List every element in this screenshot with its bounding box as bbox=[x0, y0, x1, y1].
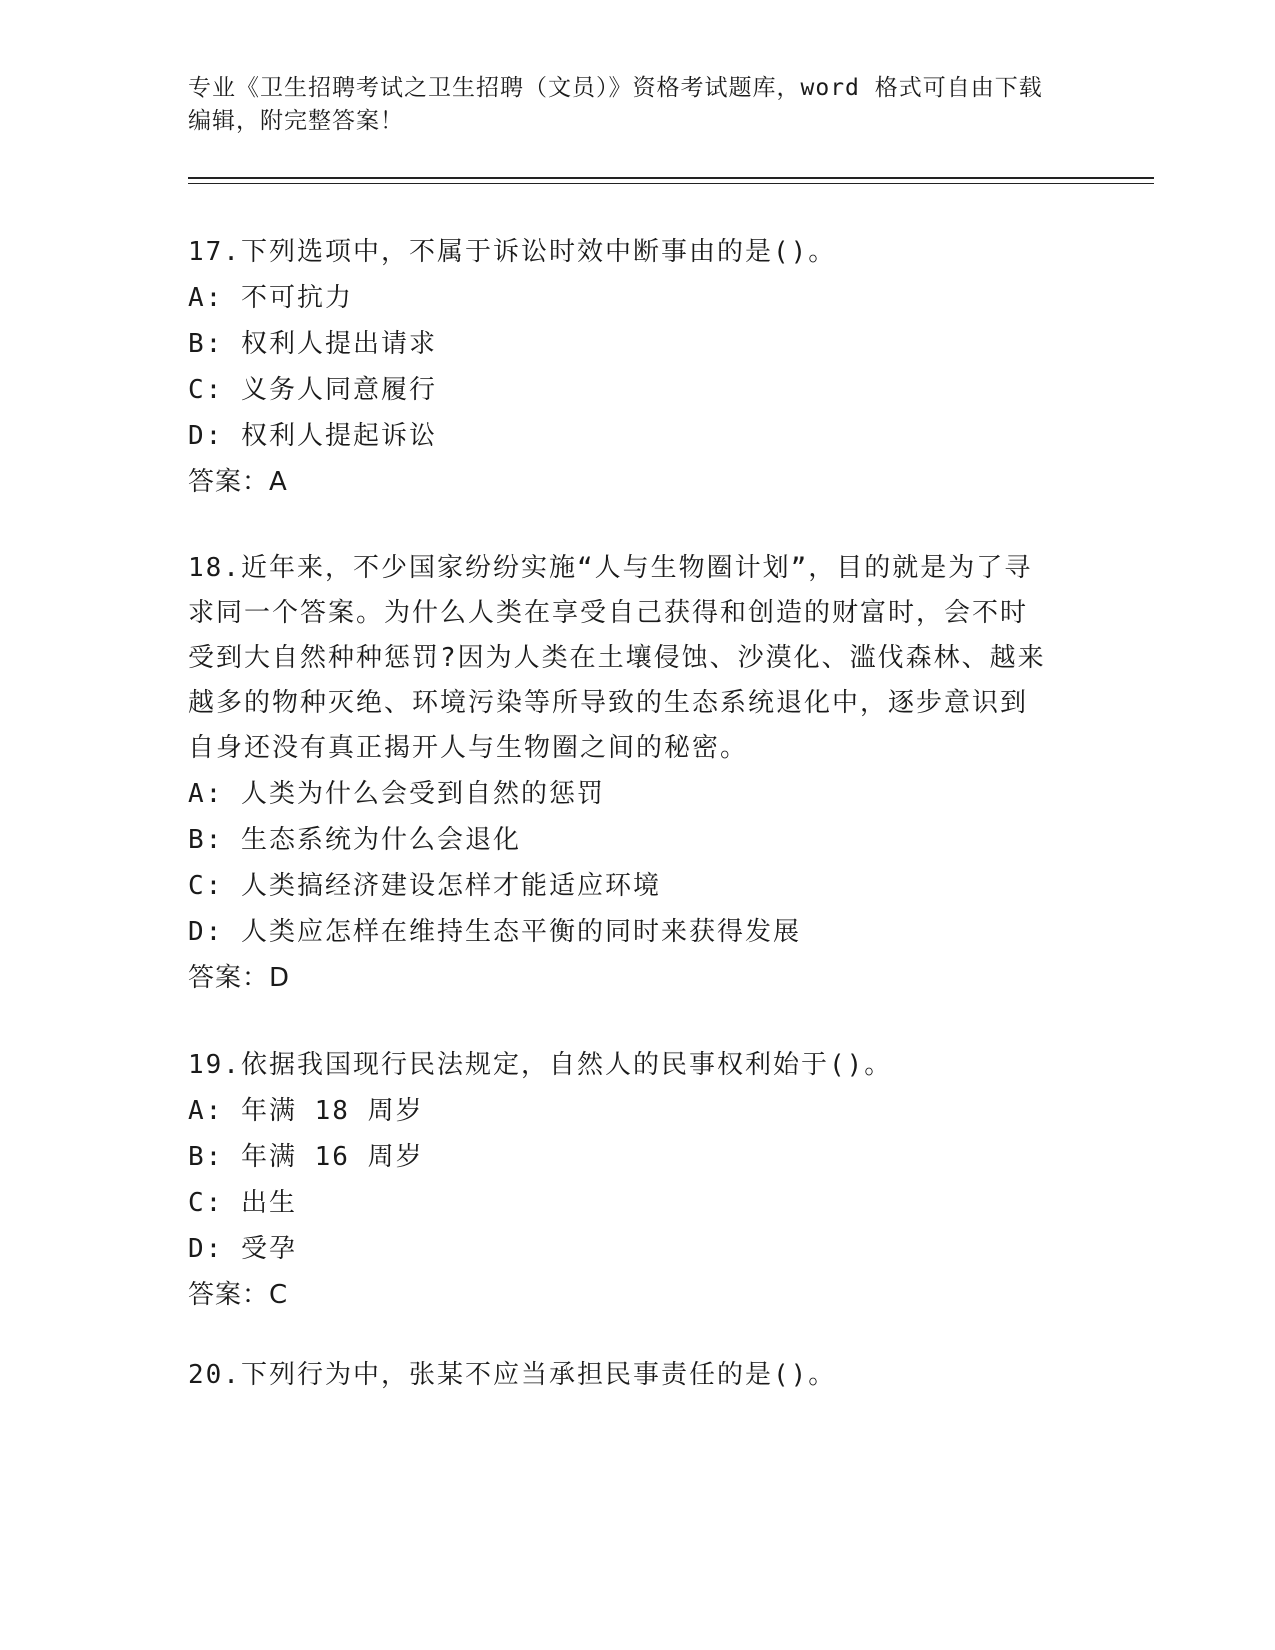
answer: 答案：D bbox=[188, 963, 291, 993]
question-stem: 20.下列行为中，张某不应当承担民事责任的是()。 bbox=[188, 1360, 837, 1390]
question-stem-line: 越多的物种灭绝、环境污染等所导致的生态系统退化中，逐步意识到 bbox=[188, 688, 1029, 718]
question-stem-line: 自身还没有真正揭开人与生物圈之间的秘密。 bbox=[188, 733, 749, 763]
option-d: D: 受孕 bbox=[188, 1234, 297, 1264]
header-divider-thin bbox=[188, 183, 1154, 184]
answer: 答案：A bbox=[188, 467, 288, 497]
option-c: C: 义务人同意履行 bbox=[188, 375, 437, 405]
option-c: C: 人类搞经济建设怎样才能适应环境 bbox=[188, 871, 661, 901]
option-b: B: 年满 16 周岁 bbox=[188, 1142, 424, 1172]
header-line-2: 编辑，附完整答案！ bbox=[188, 108, 404, 134]
question-stem-line: 受到大自然种种惩罚?因为人类在土壤侵蚀、沙漠化、滥伐森林、越来 bbox=[188, 643, 1046, 673]
option-a: A: 年满 18 周岁 bbox=[188, 1096, 424, 1126]
header-line-1: 专业《卫生招聘考试之卫生招聘（文员）》资格考试题库，word 格式可自由下载 bbox=[188, 75, 1043, 101]
option-c: C: 出生 bbox=[188, 1188, 297, 1218]
option-a: A: 不可抗力 bbox=[188, 283, 353, 313]
question-stem: 17.下列选项中，不属于诉讼时效中断事由的是()。 bbox=[188, 237, 837, 267]
option-b: B: 生态系统为什么会退化 bbox=[188, 825, 521, 855]
question-19 bbox=[188, 1043, 1088, 1318]
question-20 bbox=[188, 1353, 1088, 1398]
option-b: B: 权利人提出请求 bbox=[188, 329, 437, 359]
question-stem-line: 求同一个答案。为什么人类在享受自己获得和创造的财富时，会不时 bbox=[188, 598, 1029, 628]
option-d: D: 权利人提起诉讼 bbox=[188, 421, 437, 451]
header-divider-thick bbox=[188, 177, 1154, 179]
question-stem-line: 18.近年来，不少国家纷纷实施“人与生物圈计划”，目的就是为了寻 bbox=[188, 553, 1033, 583]
document-header bbox=[188, 72, 1088, 138]
option-a: A: 人类为什么会受到自然的惩罚 bbox=[188, 779, 605, 809]
question-17 bbox=[188, 230, 1088, 505]
question-stem: 19.依据我国现行民法规定，自然人的民事权利始于()。 bbox=[188, 1050, 893, 1080]
option-d: D: 人类应怎样在维持生态平衡的同时来获得发展 bbox=[188, 917, 801, 947]
question-18 bbox=[188, 546, 1088, 1001]
answer: 答案：C bbox=[188, 1280, 289, 1310]
